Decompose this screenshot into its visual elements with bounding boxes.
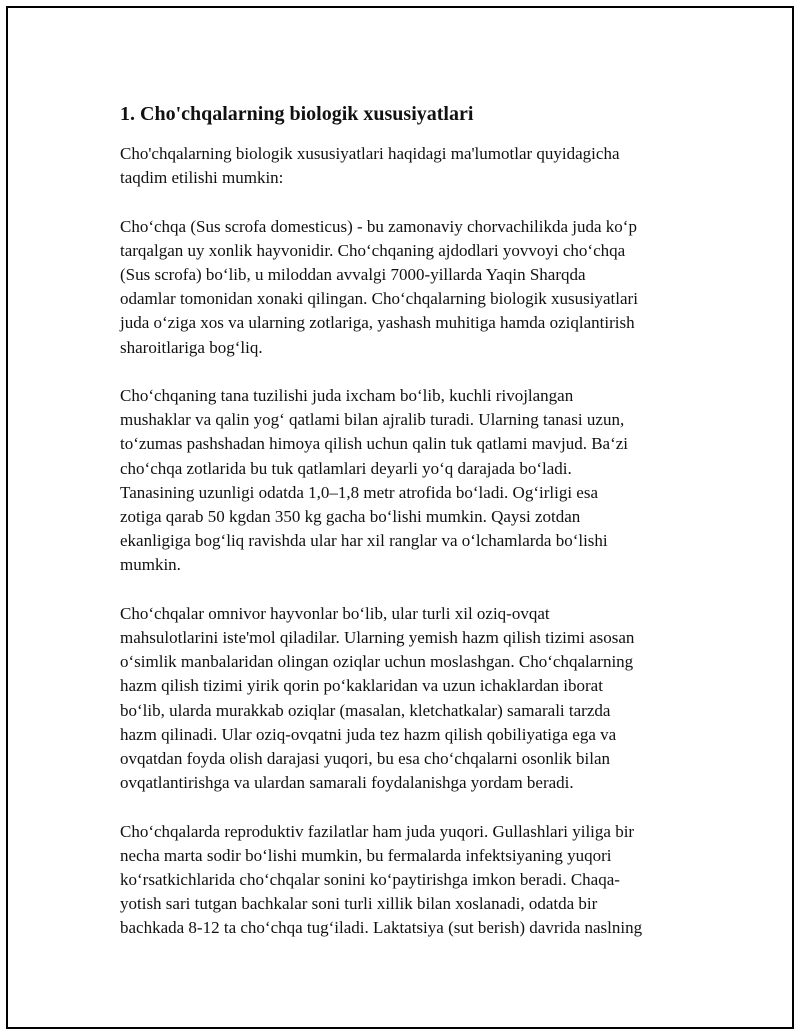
text-line: zotiga qarab 50 kgdan 350 kg gacha bo‘lishi mumkin. Qaysi zotdan (120, 507, 581, 527)
text-line: necha marta sodir bo‘lishi mumkin, bu fermalarda infektsiyaning yuqori (120, 845, 612, 865)
document-page (6, 6, 794, 1029)
text-line: to‘zumas pashshadan himoya qilish uchun qalin tuk qatlami mavjud. Ba‘zi (120, 434, 629, 454)
text-line: (Sus scrofa) bo‘lib, u miloddan avvalgi 7000-yillarda Yaqin Sharqda (120, 265, 586, 284)
text-line: mumkin. (120, 555, 181, 575)
text-line: sharoitlariga bog‘liq. (120, 337, 263, 357)
text-line: tarqalgan uy xonlik hayvonidir. Cho‘chqaning ajdodlari yovvoyi cho‘chqa (120, 240, 626, 260)
text-line: cho‘chqa zotlarida bu tuk qatlamlari deyarli yo‘q darajada bo‘ladi. (120, 458, 572, 478)
text-line: taqdim etilishi mumkin: (120, 168, 284, 188)
text-line: Cho‘chqalarda reproduktiv fazilatlar ham juda yuqori. Gullashlari yiliga bir (120, 821, 635, 841)
text-line: Cho‘chqalar omnivor hayvonlar bo‘lib, ular turli xil oziq-ovqat (120, 603, 550, 623)
text-line: Cho‘chqa (Sus scrofa domesticus) - bu zamonaviy chorvachilikda juda ko‘p (120, 216, 637, 236)
text-line: odamlar tomonidan xonaki qilingan. Cho‘chqalarning biologik xususiyatlari (120, 289, 638, 309)
text-line: Tanasining uzunligi odatda 1,0–1,8 metr atrofida bo‘ladi. Og‘irligi esa (120, 482, 598, 502)
text-line: o‘simlik manbalaridan olingan oziqlar uchun moslashgan. Cho‘chqalarning (120, 652, 634, 672)
text-line: hazm qilish tizimi yirik qorin po‘kaklaridan va uzun ichaklardan iborat (120, 676, 603, 696)
text-line: bachkada 8-12 ta cho‘chqa tug‘iladi. Laktatsiya (sut berish) davrida naslning (120, 918, 643, 938)
intro-paragraph (120, 142, 694, 190)
text-line: Cho'chqalarning biologik xususiyatlari haqidagi ma'lumotlar quyidagicha (120, 144, 620, 163)
document-content (120, 102, 694, 941)
text-line: bo‘lib, ularda murakkab oziqlar (masalan, kletchatkalar) samarali tarzda (120, 700, 611, 720)
text-line: ekanligiga bog‘liq ravishda ular har xil ranglar va o‘lchamlarda bo‘lishi (120, 531, 608, 551)
text-line: juda o‘ziga xos va ularning zotlariga, yashash muhitiga hamda oziqlantirish (120, 313, 635, 333)
text-line: ovqatlantirishga va ulardan samarali foydalanishga yordam beradi. (120, 773, 574, 793)
text-line: ovqatdan foyda olish darajasi yuqori, bu esa cho‘chqalarni osonlik bilan (120, 749, 611, 769)
paragraph-origin (120, 215, 694, 360)
text-line: Cho‘chqaning tana tuzilishi juda ixcham bo‘lib, kuchli rivojlangan (120, 386, 574, 405)
paragraph-digestion (120, 602, 694, 796)
paragraph-body-structure (120, 384, 694, 578)
text-line: ko‘rsatkichlarida cho‘chqalar sonini ko‘paytirishga imkon beradi. Chaqa- (120, 870, 620, 890)
text-line: mushaklar va qalin yog‘ qatlami bilan ajralib turadi. Ularning tanasi uzun, (120, 410, 625, 430)
text-line: mahsulotlarini iste'mol qiladilar. Ularning yemish hazm qilish tizimi asosan (120, 628, 635, 648)
section-heading: 1. Cho'chqalarning biologik xususiyatlari (120, 103, 474, 125)
text-line: yotish sari tutgan bachkalar soni turli xillik bilan xoslanadi, odatda bir (120, 894, 598, 914)
text-line: hazm qilinadi. Ular oziq-ovqatni juda tez hazm qilish qobiliyatiga ega va (120, 724, 617, 744)
paragraph-reproduction (120, 820, 694, 941)
